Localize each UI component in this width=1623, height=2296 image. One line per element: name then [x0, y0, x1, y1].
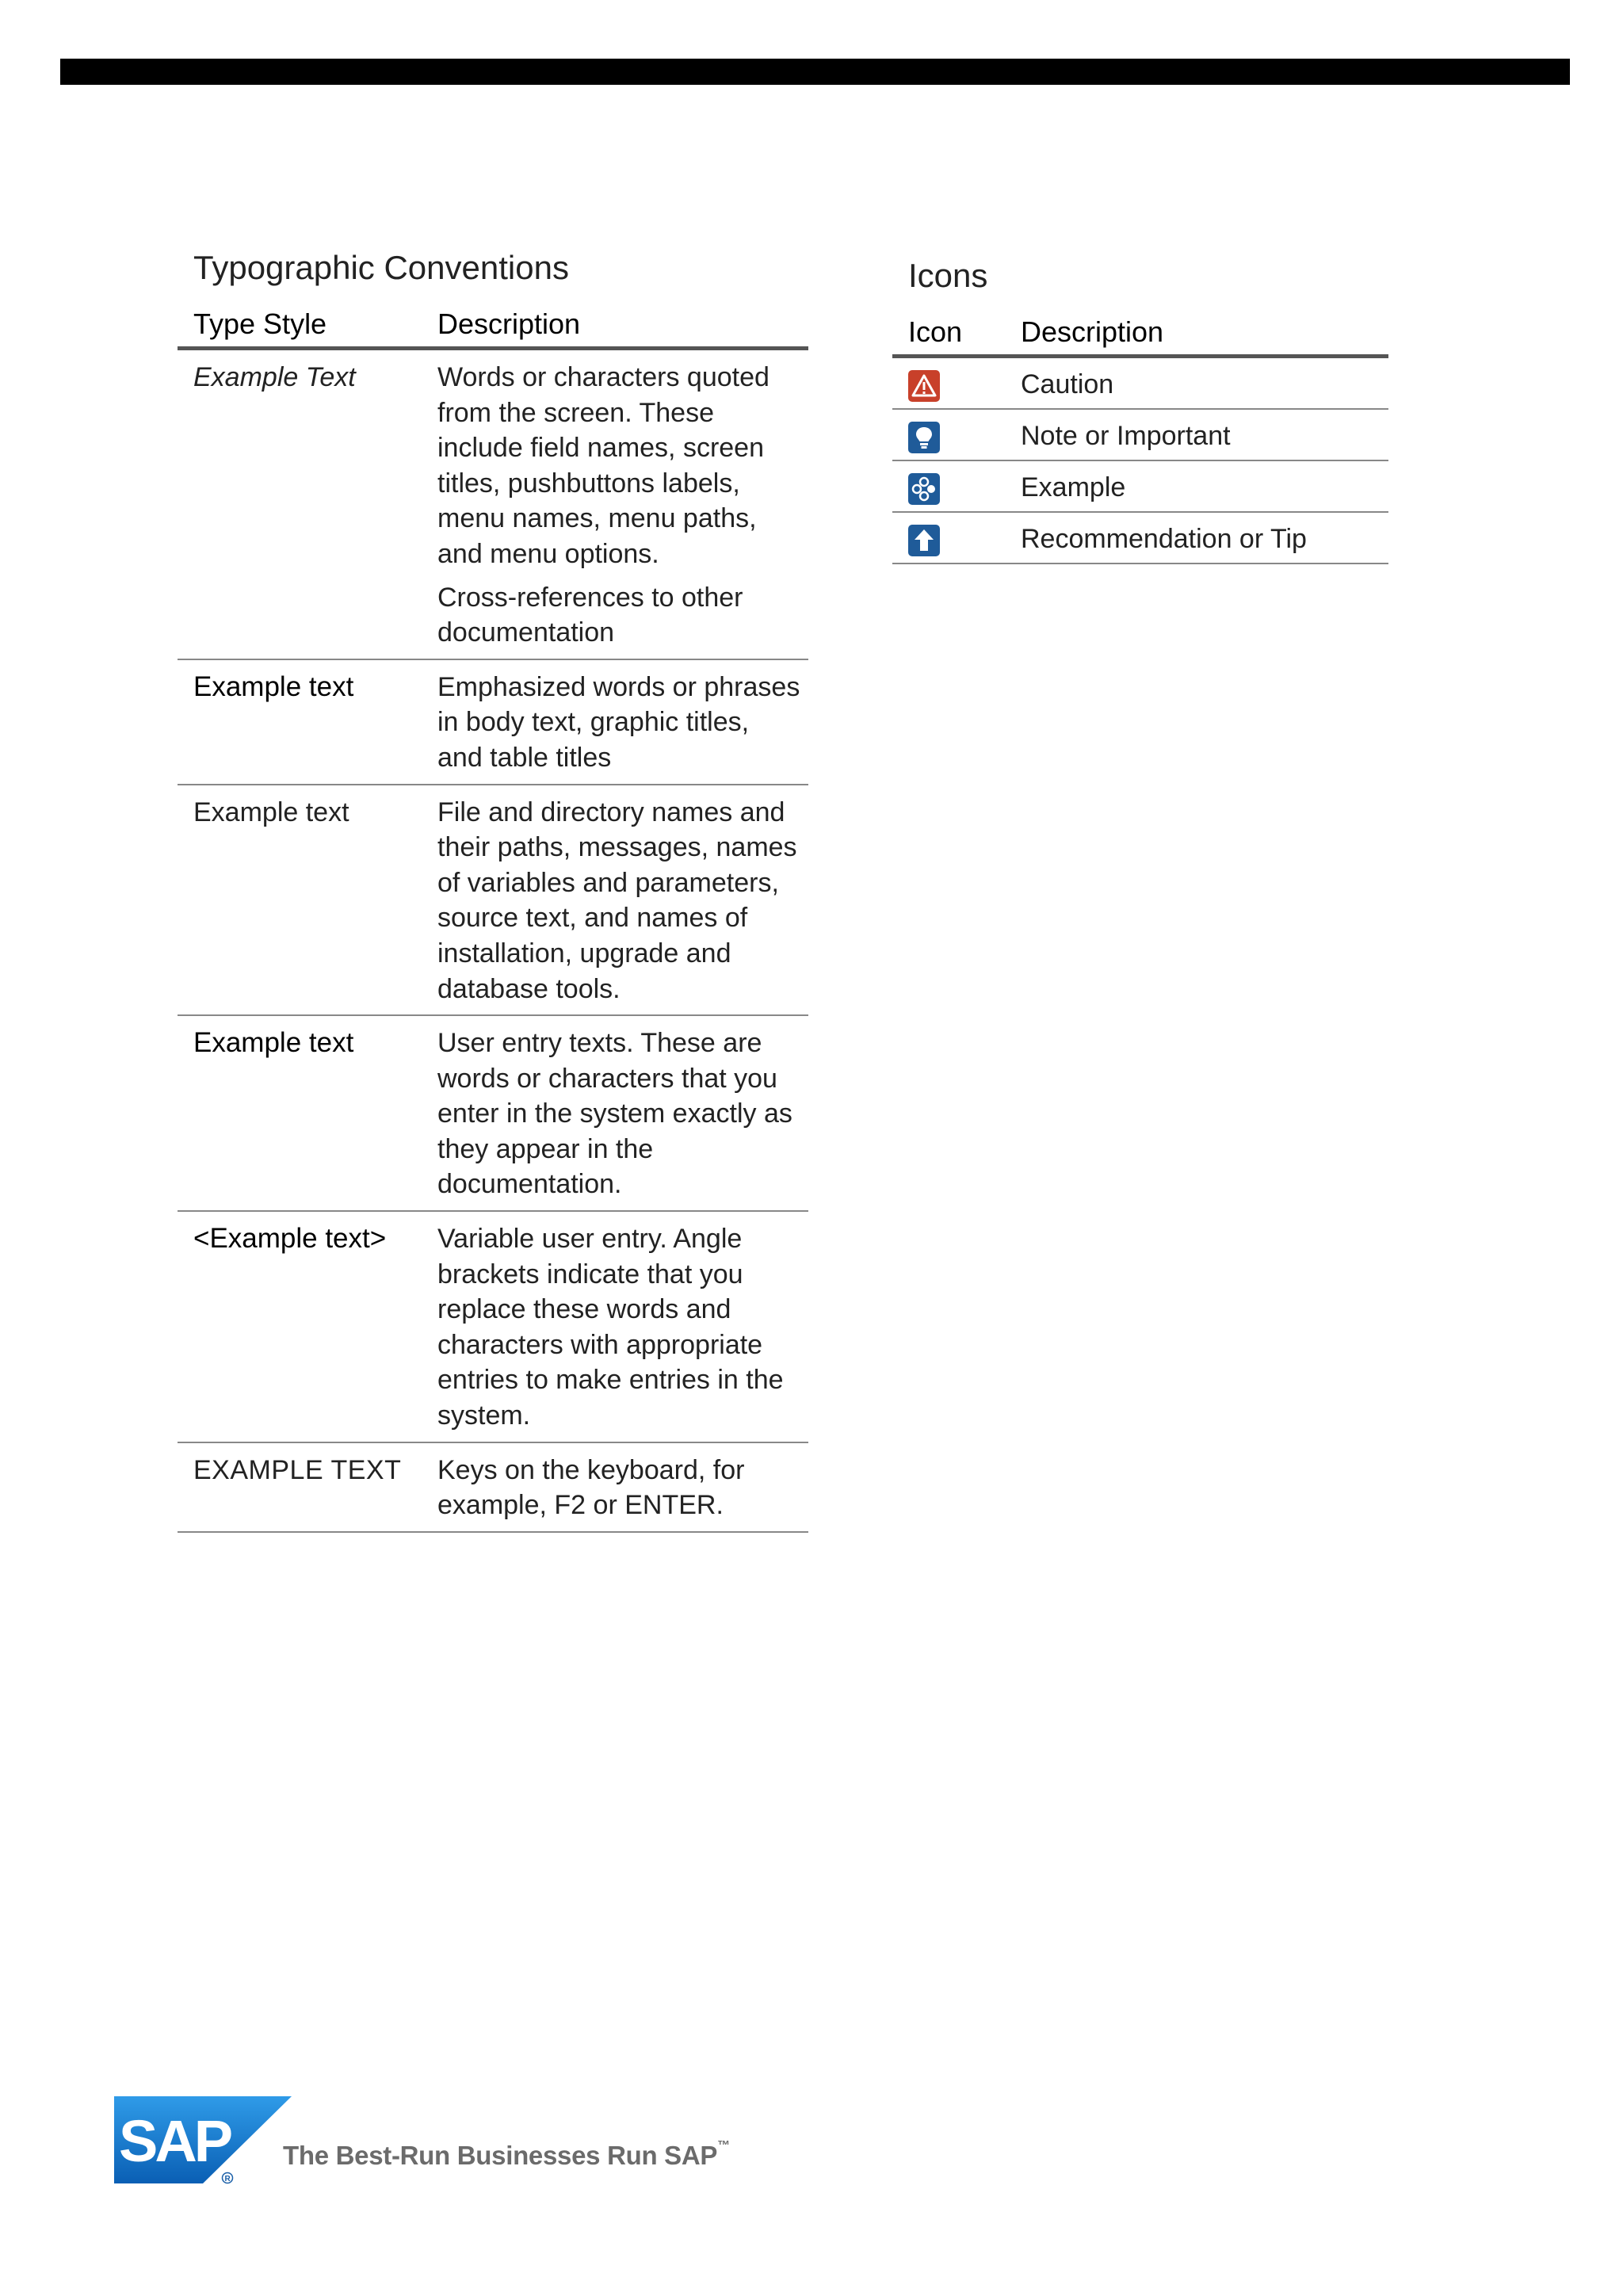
icon-description: Recommendation or Tip: [1005, 512, 1388, 563]
description-cell: Emphasized words or phrases in body text, graphic titles, and table titles: [422, 659, 808, 785]
table-row: [892, 357, 1388, 410]
icon-cell: [892, 460, 1005, 512]
header-bar: [60, 59, 1570, 85]
section-title: Typographic Conventions: [193, 249, 569, 286]
typographic-table: [178, 307, 808, 1533]
table-row: [178, 1015, 808, 1211]
section-title: Icons: [908, 257, 988, 294]
icon-cell: [892, 357, 1005, 410]
table-row: [178, 349, 808, 659]
table-row: [178, 1442, 808, 1532]
column-header-icon: Icon: [892, 315, 1005, 357]
type-style-cell: Example text: [178, 1015, 422, 1211]
description-cell: File and directory names and their paths, messages, names of variables and parameters, source text, and names of installation, upgrade and database tools.: [422, 785, 808, 1016]
column-header-description: Description: [1005, 315, 1388, 357]
table-row: [892, 512, 1388, 563]
icon-description: Example: [1005, 460, 1388, 512]
description-text: Cross-references to other documentation: [437, 582, 743, 648]
table-header-row: [892, 315, 1388, 357]
icon-description: Caution: [1005, 357, 1388, 410]
description-cell: [422, 349, 808, 659]
type-style-cell: <Example text>: [178, 1211, 422, 1442]
example-icon: [908, 473, 940, 505]
type-style-cell: Example text: [178, 785, 422, 1016]
type-style-cell: Example text: [178, 659, 422, 785]
table-row: [178, 659, 808, 785]
table-row: [178, 785, 808, 1016]
table-row: [892, 460, 1388, 512]
trademark-symbol: ™: [717, 2139, 730, 2153]
sap-logo: [114, 2096, 293, 2191]
type-style-cell: EXAMPLE TEXT: [178, 1442, 422, 1532]
icon-cell: [892, 512, 1005, 563]
icon-description: Note or Important: [1005, 409, 1388, 460]
svg-text:R: R: [224, 2175, 231, 2183]
footer-tagline: The Best-Run Businesses Run SAP™: [283, 2139, 730, 2170]
type-style-cell: Example Text: [178, 349, 422, 659]
description-cell: User entry texts. These are words or characters that you enter in the system exactly as they appear in the documentation.: [422, 1015, 808, 1211]
icon-cell: [892, 409, 1005, 460]
column-header-type-style: Type Style: [178, 307, 422, 349]
tip-icon: [908, 525, 940, 556]
svg-text:SAP: SAP: [119, 2108, 231, 2174]
table-header-row: [178, 307, 808, 349]
description-text: Words or characters quoted from the screen. These include field names, screen titles, pushbuttons labels, menu names, menu paths, and menu options.: [437, 362, 769, 569]
table-row: [178, 1211, 808, 1442]
caution-icon: [908, 370, 940, 402]
typographic-conventions-section: [178, 240, 808, 1533]
footer: [114, 2096, 764, 2187]
description-cell: Keys on the keyboard, for example, F2 or ENTER.: [422, 1442, 808, 1532]
column-header-description: Description: [422, 307, 808, 349]
icons-table: [892, 315, 1388, 564]
description-cell: Variable user entry. Angle brackets indicate that you replace these words and characters with appropriate entries to make entries in the system.: [422, 1211, 808, 1442]
icons-section: [892, 248, 1388, 564]
table-row: [892, 409, 1388, 460]
note-icon: [908, 422, 940, 453]
